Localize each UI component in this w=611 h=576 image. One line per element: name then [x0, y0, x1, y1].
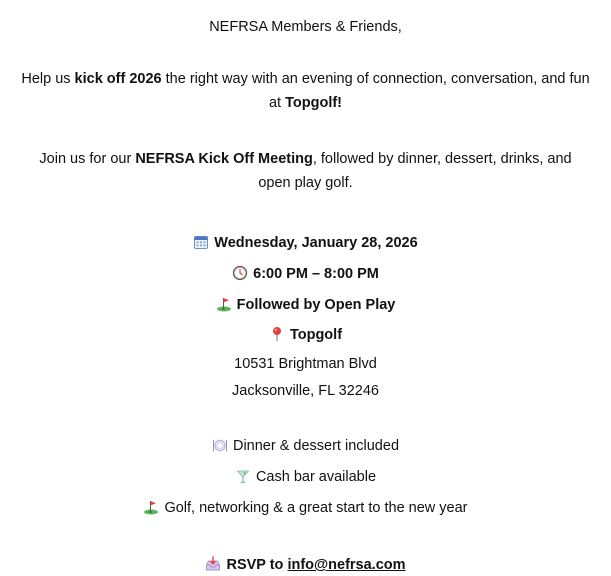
- intro-venue: Topgolf!: [285, 95, 343, 111]
- greeting-text: NEFRSA Members & Friends,: [209, 19, 402, 35]
- intro-text-2: the right way with an evening of connection, conversation, and fun at: [161, 71, 590, 111]
- intro-paragraph: [21, 67, 591, 115]
- event-time: [10, 264, 601, 284]
- highlight-cash-bar: [10, 467, 601, 487]
- highlight-dinner: [10, 436, 601, 456]
- inbox-tray-icon: [205, 556, 221, 572]
- join-text-1: Join us for our: [39, 151, 136, 167]
- dinner-plate-icon: [212, 437, 228, 453]
- address-line-1: [10, 354, 601, 374]
- rsvp-email-link[interactable]: info@nefrsa.com: [287, 557, 406, 573]
- intro-text-1: Help us: [21, 71, 75, 87]
- calendar-icon: [193, 234, 209, 250]
- golf-flag-icon: [216, 296, 232, 312]
- intro-kickoff-year: kick off 2026: [74, 71, 162, 87]
- event-date: [10, 233, 601, 253]
- open-play-text: Followed by Open Play: [236, 297, 396, 313]
- event-venue: [10, 325, 601, 345]
- highlight-dinner-text: Dinner & dessert included: [232, 438, 400, 454]
- event-time-text: 6:00 PM – 8:00 PM: [253, 266, 379, 282]
- join-text-2: , followed by dinner, dessert, drinks, and open play golf.: [258, 151, 572, 191]
- greeting: [10, 17, 601, 37]
- highlight-golf-text: Golf, networking & a great start to the new year: [164, 500, 468, 516]
- address-line-2: [10, 381, 601, 401]
- rsvp-label: RSVP to: [226, 557, 288, 573]
- pushpin-icon: [269, 326, 285, 342]
- join-paragraph: [26, 147, 586, 195]
- highlight-cash-bar-text: Cash bar available: [255, 469, 377, 485]
- rsvp: [10, 555, 601, 575]
- event-date-text: Wednesday, January 28, 2026: [214, 235, 418, 251]
- cocktail-icon: [235, 468, 251, 484]
- address-line-1-text: 10531 Brightman Blvd: [234, 356, 377, 372]
- event-open-play: [10, 295, 601, 315]
- meeting-name: NEFRSA Kick Off Meeting: [135, 151, 313, 167]
- golf-flag-icon: [143, 499, 159, 515]
- highlight-golf: [10, 498, 601, 518]
- venue-text: Topgolf: [289, 327, 343, 343]
- address-line-2-text: Jacksonville, FL 32246: [232, 383, 379, 399]
- clock-icon: [232, 265, 248, 281]
